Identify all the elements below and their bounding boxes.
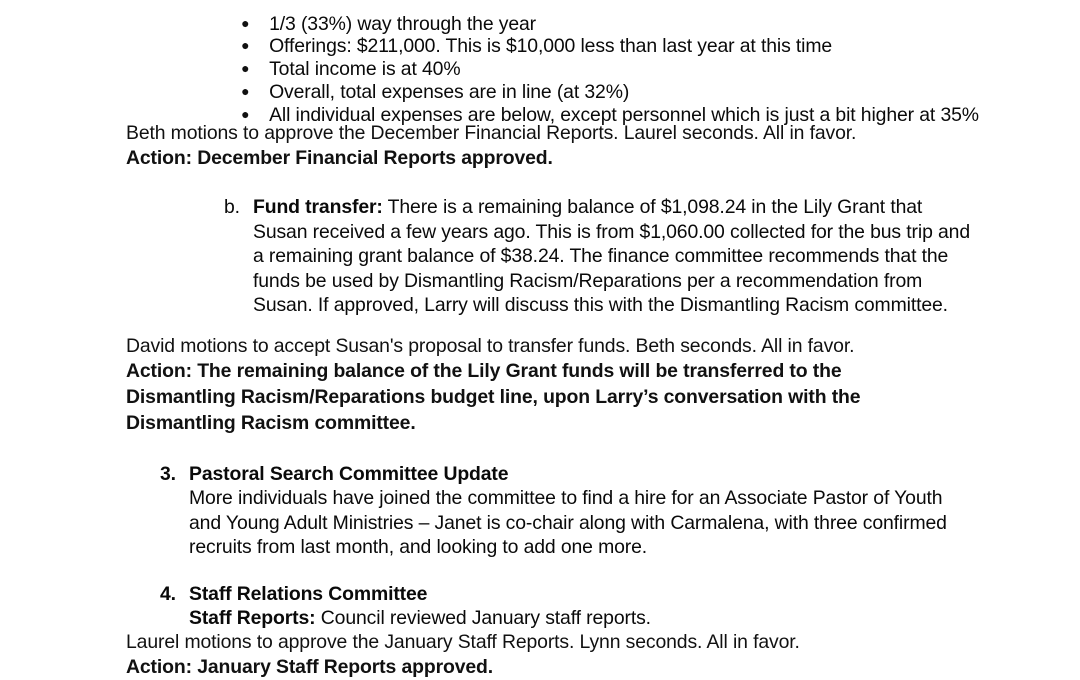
section-heading-staff-relations: Staff Relations Committee bbox=[189, 583, 428, 605]
fund-transfer-heading: Fund transfer: bbox=[253, 196, 383, 218]
fund-transfer-paragraph bbox=[253, 195, 970, 318]
action-paragraph: Action: December Financial Reports approved. bbox=[126, 147, 553, 169]
staff-reports-paragraph bbox=[189, 606, 651, 631]
list-item-text: Offerings: $211,000. This is $10,000 less than last year at this time bbox=[269, 34, 833, 57]
bullet-icon: ● bbox=[241, 82, 250, 99]
fund-transfer-line-1: There is a remaining balance of $1,098.24 in the Lily Grant that bbox=[382, 196, 923, 218]
action-paragraph-line-2: Dismantling Racism/Reparations budget line, upon Larry’s conversation with the bbox=[126, 386, 861, 408]
motion-paragraph: Laurel motions to approve the January Staff Reports. Lynn seconds. All in favor. bbox=[126, 631, 800, 653]
action-paragraph-line-1: Action: The remaining balance of the Lily Grant funds will be transferred to the bbox=[126, 360, 842, 382]
motion-paragraph: David motions to accept Susan's proposal to transfer funds. Beth seconds. All in favor. bbox=[126, 335, 855, 357]
pastoral-search-line-2: and Young Adult Ministries – Janet is co-chair along with Carmalena, with three confirmed bbox=[189, 511, 947, 534]
pastoral-search-line-3: recruits from last month, and looking to add one more. bbox=[189, 536, 648, 559]
bullet-icon: ● bbox=[241, 36, 250, 53]
numbered-item-marker-3: 3. bbox=[160, 463, 176, 485]
bullet-icon: ● bbox=[241, 14, 250, 31]
bullet-icon: ● bbox=[241, 105, 250, 122]
staff-reports-label: Staff Reports: bbox=[189, 607, 316, 629]
section-heading-pastoral-search: Pastoral Search Committee Update bbox=[189, 463, 509, 485]
list-item-text: All individual expenses are below, except personnel which is just a bit higher at 35% bbox=[269, 103, 979, 126]
list-item-text: Overall, total expenses are in line (at 32%) bbox=[269, 80, 630, 103]
pastoral-search-line-1: More individuals have joined the committee to find a hire for an Associate Pastor of Youth bbox=[189, 487, 943, 509]
fund-transfer-line-4: funds be used by Dismantling Racism/Reparations per a recommendation from bbox=[253, 269, 923, 292]
top-clip-mask bbox=[0, 0, 1080, 4]
numbered-item-marker-4: 4. bbox=[160, 583, 176, 605]
list-item-text: Total income is at 40% bbox=[269, 57, 461, 80]
pastoral-search-paragraph bbox=[189, 486, 947, 560]
fund-transfer-line-5: Susan. If approved, Larry will discuss this with the Dismantling Racism committee. bbox=[253, 294, 948, 317]
list-item-text: 1/3 (33%) way through the year bbox=[269, 12, 537, 35]
bullet-icon: ● bbox=[241, 59, 250, 76]
motion-paragraph: Beth motions to approve the December Financial Reports. Laurel seconds. All in favor. bbox=[126, 122, 857, 144]
fund-transfer-line-3: a remaining grant balance of $38.24. The finance committee recommends that the bbox=[253, 245, 949, 268]
action-paragraph-line-3: Dismantling Racism committee. bbox=[126, 412, 416, 434]
sub-item-marker: b. bbox=[224, 196, 240, 218]
staff-reports-text: Council reviewed January staff reports. bbox=[315, 607, 651, 629]
fund-transfer-line-2: Susan received a few years ago. This is from $1,060.00 collected for the bus trip and bbox=[253, 220, 970, 243]
action-paragraph: Action: January Staff Reports approved. bbox=[126, 656, 494, 678]
